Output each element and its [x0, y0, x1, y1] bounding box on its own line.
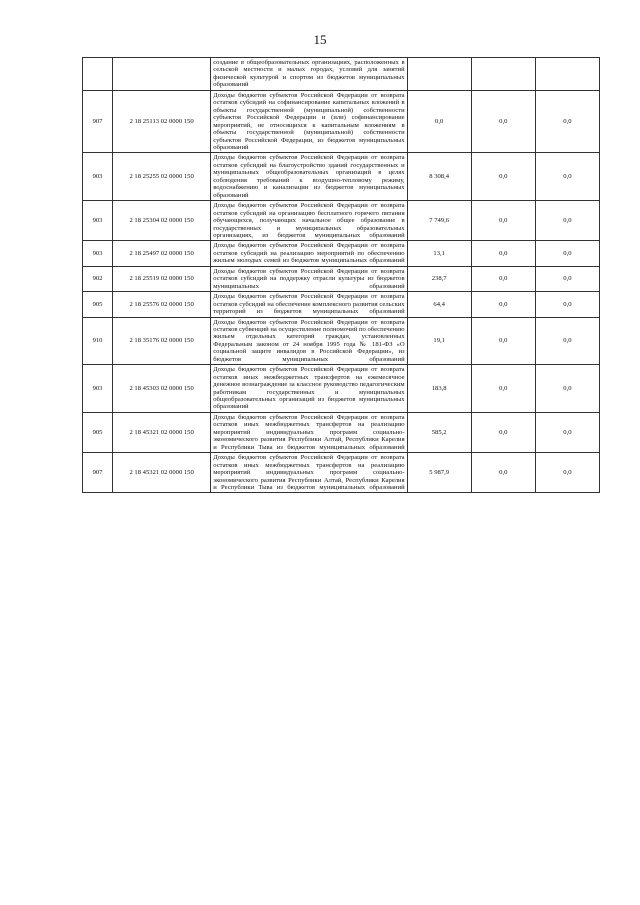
- revenue-name-cell: Доходы бюджетов субъектов Российской Федерации от возврата остатков иных межбюджетных трансфертов на ежемесячное денежное вознаграждение за классное руководство педагогическим работникам государственных и муниципальных общеобразовательных организаций из бюджетов муниципальных образований: [211, 365, 407, 413]
- admin-code-cell: 910: [83, 317, 113, 365]
- amount-cell-3: 0,0: [535, 266, 599, 291]
- budget-code-cell: 2 18 25576 02 0000 150: [113, 292, 211, 317]
- amount-cell-1: [407, 58, 471, 91]
- table-row: [83, 201, 600, 241]
- admin-code-cell: 907: [83, 453, 113, 493]
- admin-code-cell: 907: [83, 90, 113, 153]
- amount-cell-2: 0,0: [471, 292, 535, 317]
- amount-cell-3: 0,0: [535, 453, 599, 493]
- revenue-name-cell: создание в общеобразовательных организациях, расположенных в сельской местности и малых городах, условий для занятий физической культурой и спортом из бюджетов муниципальных образований: [211, 58, 407, 91]
- budget-code-cell: [113, 58, 211, 91]
- budget-code-cell: 2 18 25497 02 0000 150: [113, 241, 211, 266]
- admin-code-cell: 903: [83, 153, 113, 201]
- budget-code-cell: 2 18 45321 02 0000 150: [113, 412, 211, 452]
- amount-cell-1: 64,4: [407, 292, 471, 317]
- budget-code-cell: 2 18 25255 02 0000 150: [113, 153, 211, 201]
- page-number: 15: [313, 32, 327, 47]
- budget-code-cell: 2 18 45303 02 0000 150: [113, 365, 211, 413]
- amount-cell-2: 0,0: [471, 90, 535, 153]
- budget-code-cell: 2 18 25113 02 0000 150: [113, 90, 211, 153]
- table-row: [83, 412, 600, 452]
- revenue-name-cell: Доходы бюджетов субъектов Российской Федерации от возврата остатков иных межбюджетных трансфертов на реализацию мероприятий индивидуальных программ социально-экономического развития Республики Алтай, Республики Карелия и Республики Тыва из бюджетов муниципальных образований: [211, 453, 407, 493]
- amount-cell-3: 0,0: [535, 241, 599, 266]
- table-row: [83, 453, 600, 493]
- revenue-name-cell: Доходы бюджетов субъектов Российской Федерации от возврата остатков субсидий на поддержку отрасли культуры из бюджетов муниципальных образований: [211, 266, 407, 291]
- amount-cell-1: 7 749,6: [407, 201, 471, 241]
- amount-cell-1: 5 987,9: [407, 453, 471, 493]
- admin-code-cell: [83, 58, 113, 91]
- amount-cell-2: 0,0: [471, 266, 535, 291]
- budget-revenue-table: [82, 57, 600, 493]
- amount-cell-2: 0,0: [471, 453, 535, 493]
- amount-cell-1: 0,0: [407, 90, 471, 153]
- amount-cell-2: 0,0: [471, 153, 535, 201]
- amount-cell-2: 0,0: [471, 317, 535, 365]
- admin-code-cell: 905: [83, 412, 113, 452]
- admin-code-cell: 903: [83, 201, 113, 241]
- amount-cell-1: 183,8: [407, 365, 471, 413]
- amount-cell-3: 0,0: [535, 153, 599, 201]
- amount-cell-1: 238,7: [407, 266, 471, 291]
- revenue-name-cell: Доходы бюджетов субъектов Российской Федерации от возврата остатков субсидий на организацию бесплатного горячего питания обучающихся, получающих начальное общее образование в государственных и муниципальных образовательных организациях, из бюджетов муниципальных образований: [211, 201, 407, 241]
- amount-cell-3: 0,0: [535, 292, 599, 317]
- amount-cell-1: 585,2: [407, 412, 471, 452]
- table-row: [83, 317, 600, 365]
- amount-cell-3: 0,0: [535, 317, 599, 365]
- table-row: [83, 266, 600, 291]
- table-row: [83, 292, 600, 317]
- admin-code-cell: 903: [83, 241, 113, 266]
- amount-cell-1: 8 308,4: [407, 153, 471, 201]
- amount-cell-1: 13,1: [407, 241, 471, 266]
- admin-code-cell: 902: [83, 266, 113, 291]
- admin-code-cell: 905: [83, 292, 113, 317]
- amount-cell-3: 0,0: [535, 365, 599, 413]
- amount-cell-3: 0,0: [535, 201, 599, 241]
- revenue-name-cell: Доходы бюджетов субъектов Российской Федерации от возврата остатков иных межбюджетных трансфертов на реализацию мероприятий индивидуальных программ социально-экономического развития Республики Алтай, Республики Карелия и Республики Тыва из бюджетов муниципальных образований: [211, 412, 407, 452]
- revenue-name-cell: Доходы бюджетов субъектов Российской Федерации от возврата остатков субвенций на осуществление полномочий по обеспечению жильем отдельных категорий граждан, установленных Федеральным законом от 24 ноября 1995 года № 181-ФЗ «О социальной защите инвалидов в Российской Федерации», из бюджетов муниципальных образований: [211, 317, 407, 365]
- admin-code-cell: 903: [83, 365, 113, 413]
- budget-code-cell: 2 18 25304 02 0000 150: [113, 201, 211, 241]
- budget-code-cell: 2 18 35176 02 0000 150: [113, 317, 211, 365]
- revenue-name-cell: Доходы бюджетов субъектов Российской Федерации от возврата остатков субсидий на обеспечение комплексного развития сельских территорий из бюджетов муниципальных образований: [211, 292, 407, 317]
- amount-cell-3: 0,0: [535, 90, 599, 153]
- table-row: [83, 153, 600, 201]
- amount-cell-3: [535, 58, 599, 91]
- table-row: [83, 90, 600, 153]
- amount-cell-3: 0,0: [535, 412, 599, 452]
- table-row: [83, 58, 600, 91]
- amount-cell-2: 0,0: [471, 412, 535, 452]
- revenue-name-cell: Доходы бюджетов субъектов Российской Федерации от возврата остатков субсидий на благоустройство зданий государственных и муниципальных общеобразовательных организаций в целях соблюдения требований к воздушно-тепловому режиму, водоснабжению и канализации из бюджетов муниципальных образований: [211, 153, 407, 201]
- budget-code-cell: 2 18 25519 02 0000 150: [113, 266, 211, 291]
- amount-cell-2: 0,0: [471, 365, 535, 413]
- amount-cell-2: 0,0: [471, 241, 535, 266]
- revenue-name-cell: Доходы бюджетов субъектов Российской Федерации от возврата остатков субсидий на софинансирование капитальных вложений в объекты государственной (муниципальной) собственности субъектов Российской Федерации и (или) софинансирование мероприятий, не относящихся к капитальным вложениям в объекты государственной (муниципальной) собственности субъектов Российской Федерации, из бюджетов муниципальных образований: [211, 90, 407, 153]
- amount-cell-1: 19,1: [407, 317, 471, 365]
- revenue-name-cell: Доходы бюджетов субъектов Российской Федерации от возврата остатков субсидий на реализацию мероприятий по обеспечению жильем молодых семей из бюджетов муниципальных образований: [211, 241, 407, 266]
- amount-cell-2: 0,0: [471, 201, 535, 241]
- budget-code-cell: 2 18 45321 02 0000 150: [113, 453, 211, 493]
- amount-cell-2: [471, 58, 535, 91]
- table-row: [83, 365, 600, 413]
- table-row: [83, 241, 600, 266]
